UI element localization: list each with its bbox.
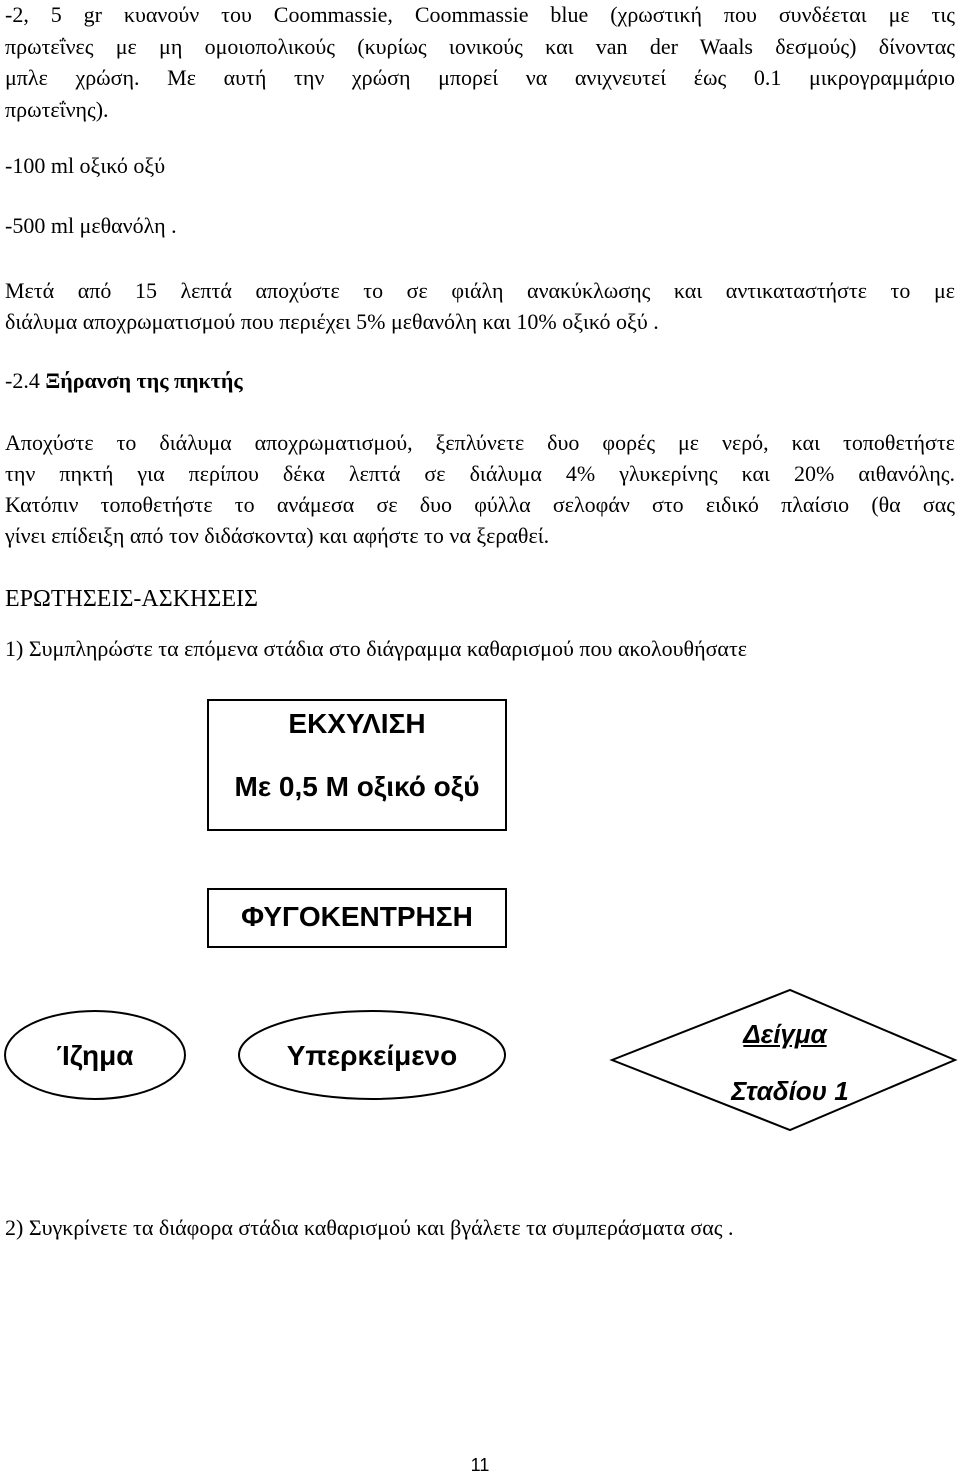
elution-detail: Με 0,5 Μ οξικό οξύ (234, 771, 480, 802)
pellet-label: Ίζημα (56, 1040, 134, 1071)
section-number: -2.4 (5, 368, 40, 393)
stain-paragraph-line-1: -2, 5 gr κυανούν του Coommassie, Coommassie blue (χρωστική που συνδέεται με τις (5, 2, 955, 27)
reagent-acetic-acid: -100 ml οξικό οξύ (5, 153, 166, 178)
question-1: 1) Συμπληρώστε τα επόμενα στάδια στο διάγραμμα καθαρισμού που ακολουθήσατε (5, 636, 748, 661)
page-number: 11 (470, 1455, 490, 1475)
section-title: Ξήρανση της πηκτής (45, 368, 243, 393)
questions-heading: ΕΡΩΤΗΣΕΙΣ-ΑΣΚΗΣΕΙΣ (5, 586, 258, 612)
drying-paragraph-line-4: γίνει επίδειξη από τον διδάσκοντα) και αφήστε το να ξεραθεί. (5, 523, 550, 548)
centrifugation-label: ΦΥΓΟΚΕΝΤΡΗΣΗ (241, 901, 473, 932)
stain-paragraph-line-3: μπλε χρώση. Με αυτή την χρώση μπορεί να ανιχνευτεί έως 0.1 μικρογραμμάριο (5, 65, 955, 90)
sample-diamond (612, 990, 955, 1130)
destain-paragraph-line-1: Μετά από 15 λεπτά αποχύστε το σε φιάλη ανακύκλωσης και αντικαταστήστε το με (5, 278, 955, 303)
sample-label-line-1: Δείγμα (743, 1019, 827, 1049)
destain-paragraph-line-2: διάλυμα αποχρωματισμού που περιέχει 5% μεθανόλη και 10% οξικό οξύ . (5, 309, 659, 334)
supernatant-label: Υπερκείμενο (286, 1040, 458, 1071)
elution-title: ΕΚΧΥΛΙΣΗ (288, 708, 426, 739)
sample-label-line-2: Σταδίου 1 (731, 1076, 849, 1106)
drying-paragraph-line-3: Κατόπιν τοποθετήστε το ανάμεσα σε δυο φύλλα σελοφάν στο ειδικό πλαίσιο (θα σας (5, 492, 955, 517)
drying-paragraph-line-1: Αποχύστε το διάλυμα αποχρωματισμού, ξεπλύνετε δυο φορές με νερό, και τοποθετήστε (5, 430, 955, 455)
reagent-methanol: -500 ml μεθανόλη . (5, 213, 177, 238)
question-2: 2) Συγκρίνετε τα διάφορα στάδια καθαρισμού και βγάλετε τα συμπεράσματα σας . (5, 1215, 734, 1240)
drying-paragraph-line-2: την πηκτή για περίπου δέκα λεπτά σε διάλυμα 4% γλυκερίνης και 20% αιθανόλης. (5, 461, 955, 486)
stain-paragraph-line-2: πρωτεΐνες με μη ομοιοπολικούς (κυρίως ιονικούς και van der Waals δεσμούς) δίνοντας (5, 34, 955, 59)
stain-paragraph-line-4: πρωτεΐνης). (5, 97, 109, 122)
